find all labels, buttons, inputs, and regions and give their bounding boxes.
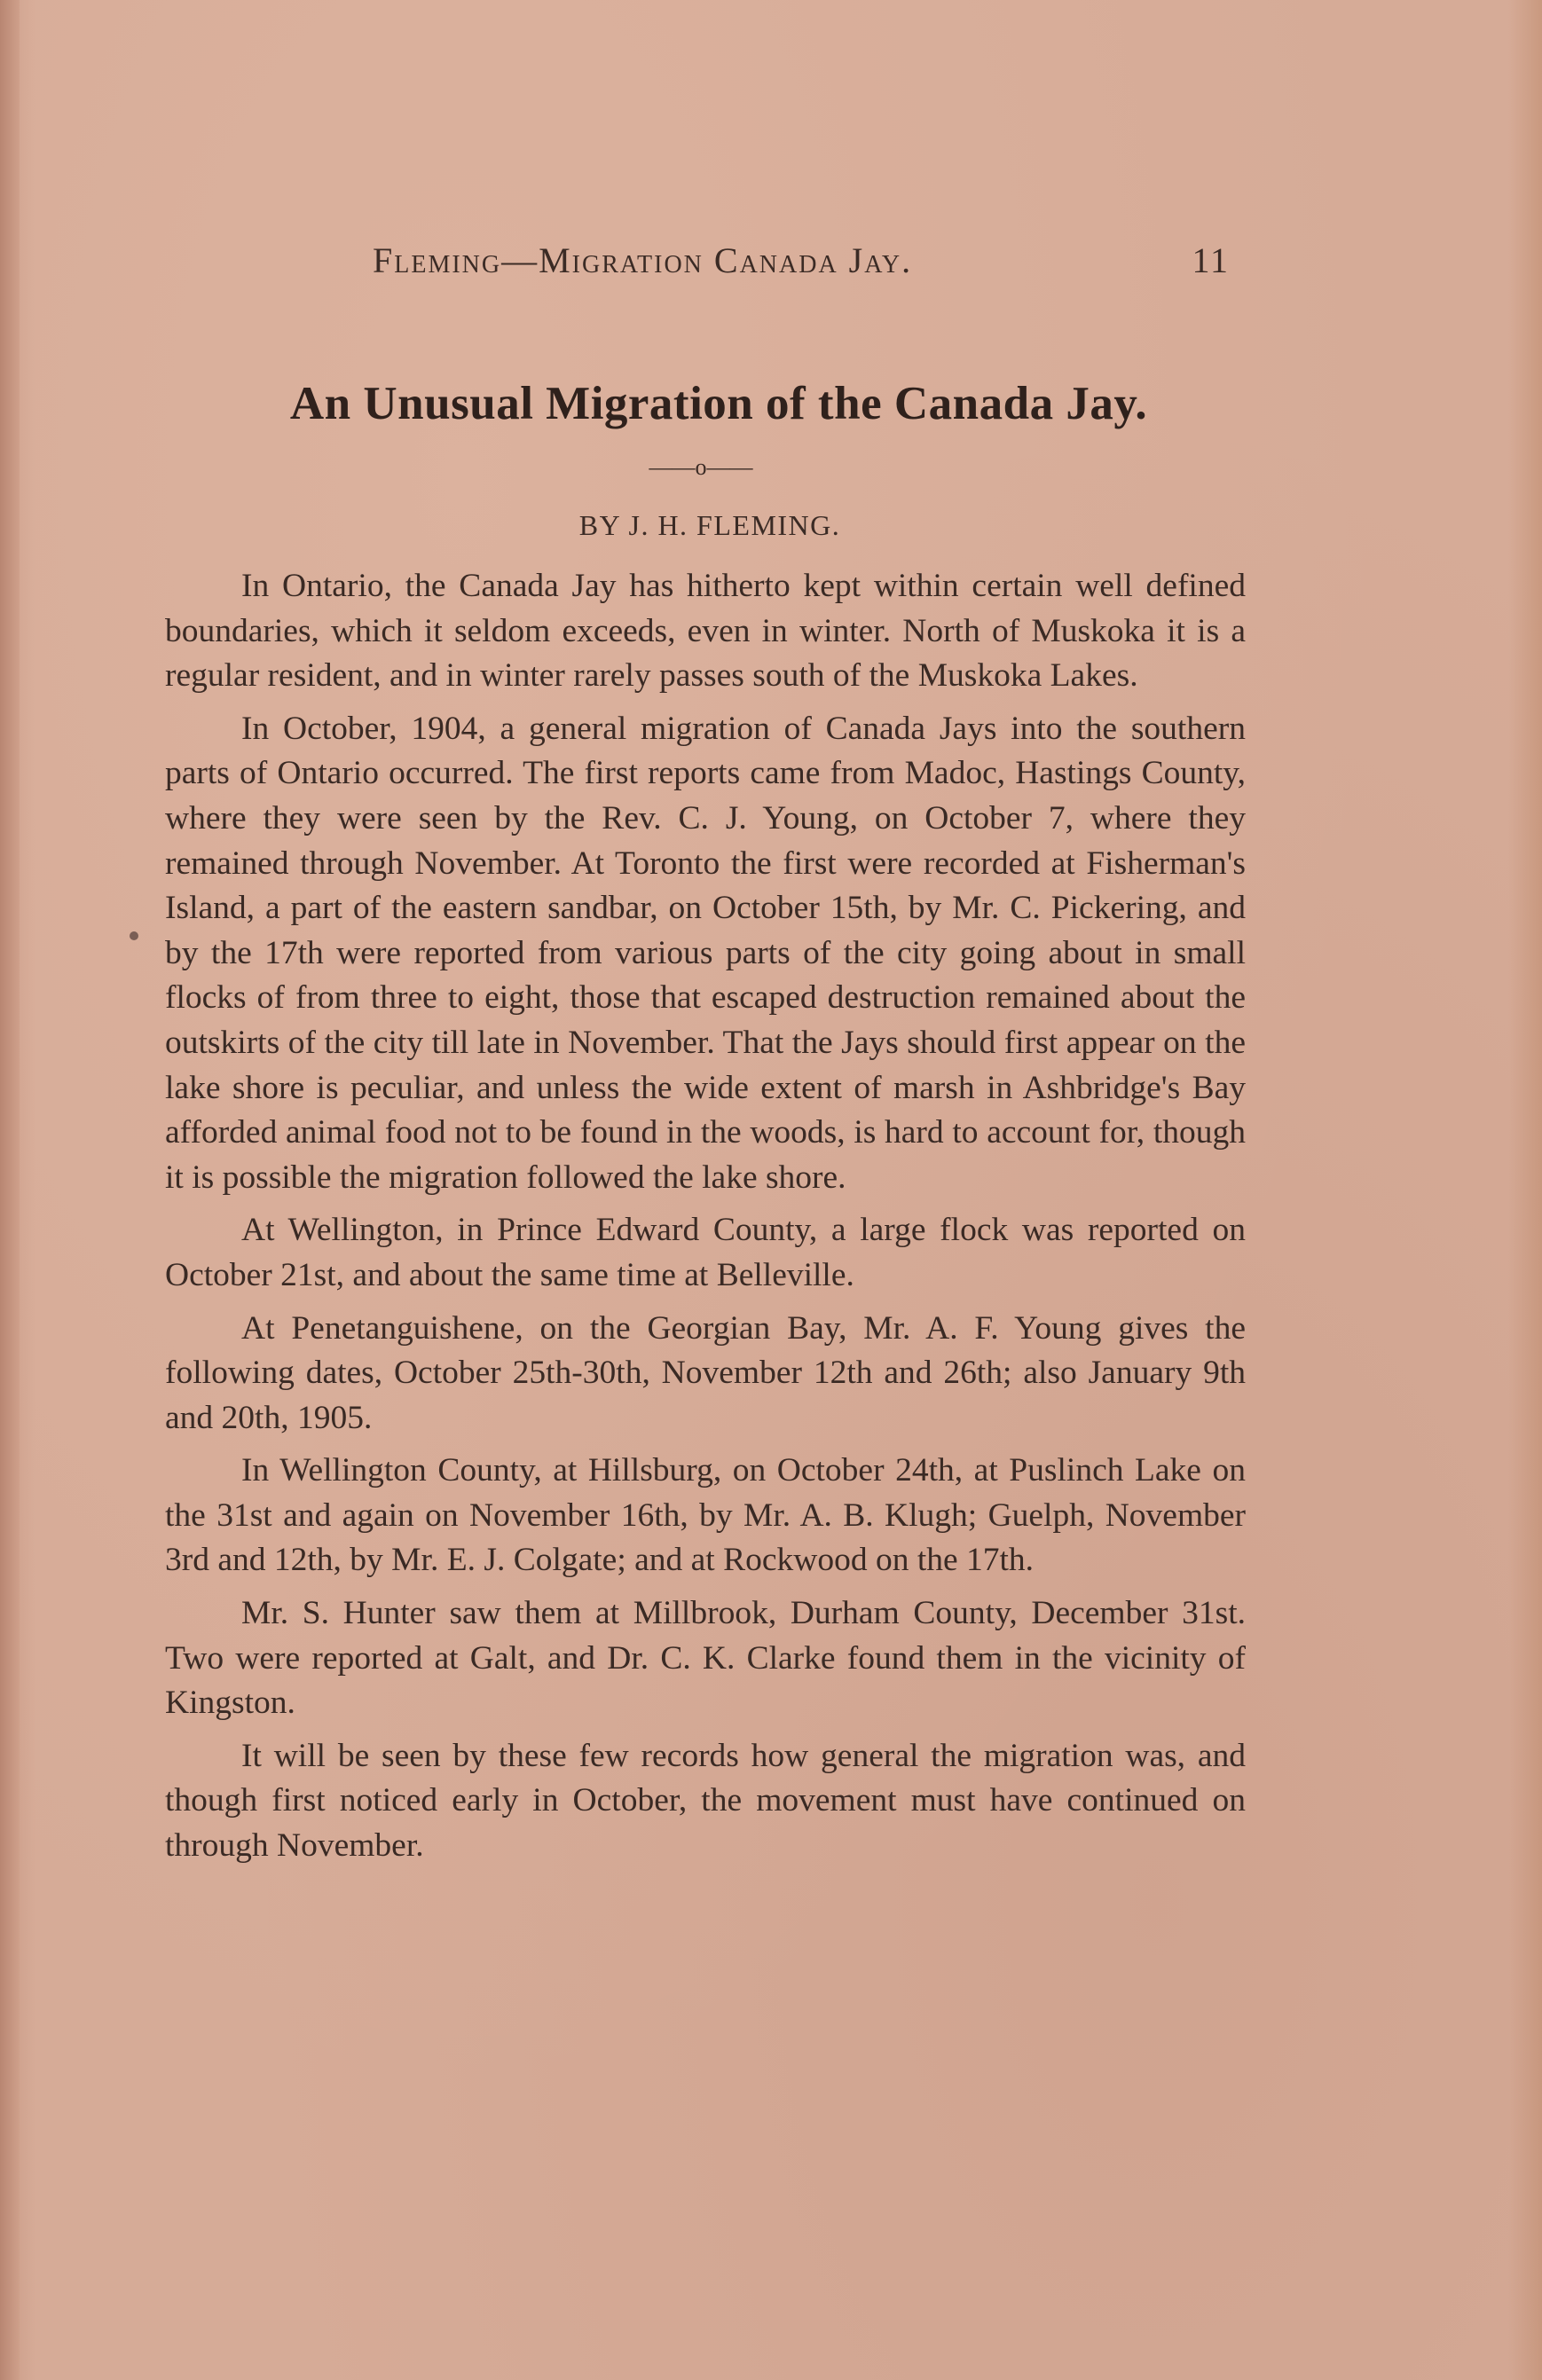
byline: BY J. H. FLEMING. [578,509,841,541]
page-spine-edge [0,0,20,2380]
running-head [373,240,1242,293]
article-body [165,564,1246,1877]
running-title: Fleming—Migration Canada Jay. [373,240,913,280]
paragraph: It will be seen by these few records how general the migration was, and though first noticed early in October, the movement must have continued on through November. [165,1737,1246,1865]
paragraph: At Wellington, in Prince Edward County, a large flock was reported on October 21st, and about the same time at Belleville. [165,1212,1246,1293]
paper-speck [130,931,138,940]
paragraph: In October, 1904, a general migration of Canada Jays into the southern parts of Ontario occurred. The first reports came from Madoc, Hastings County, where they were seen by the Rev. C. J. Young, on October 7, where they remained through November. At Toronto the first were recorded at Fisherman's Island, a part of the eastern sandbar, on October 15th, by Mr. C. Pickering, and by the 17th were reported from various parts of the city going about in small flocks of from three to eight, those that escaped destruction remained about the outskirts of the city till late in November. That the Jays should first appear on the lake shore is peculiar, and unless the wide extent of marsh in Ashbridge's Bay afforded animal food not to be found in the woods, is hard to account for, though it is possible the migration followed the lake shore. [165,710,1246,1196]
page-number: 11 [1192,240,1230,280]
paragraph: In Wellington County, at Hillsburg, on October 24th, at Puslinch Lake on the 31st and again on November 16th, by Mr. A. B. Klugh; Guelph, November 3rd and 12th, by Mr. E. J. Colgate; and at Rockwood on the 17th. [165,1452,1246,1579]
article-title: An Unusual Migration of the Canada Jay. [289,378,1148,429]
title-divider: ——o—— [649,454,753,480]
paragraph: Mr. S. Hunter saw them at Millbrook, Durham County, December 31st. Two were reported at Galt, and Dr. C. K. Clarke found them in the vicinity of Kingston. [165,1595,1246,1722]
paragraph: At Penetanguishene, on the Georgian Bay, Mr. A. F. Young gives the following dates, October 25th-30th, November 12th and 26th; also January 9th and 20th, 1905. [165,1309,1246,1436]
paragraph: In Ontario, the Canada Jay has hitherto kept within certain well defined boundaries, which it seldom exceeds, even in winter. North of Muskoka it is a regular resident, and in winter rarely passes south of the Muskoka Lakes. [165,568,1246,695]
